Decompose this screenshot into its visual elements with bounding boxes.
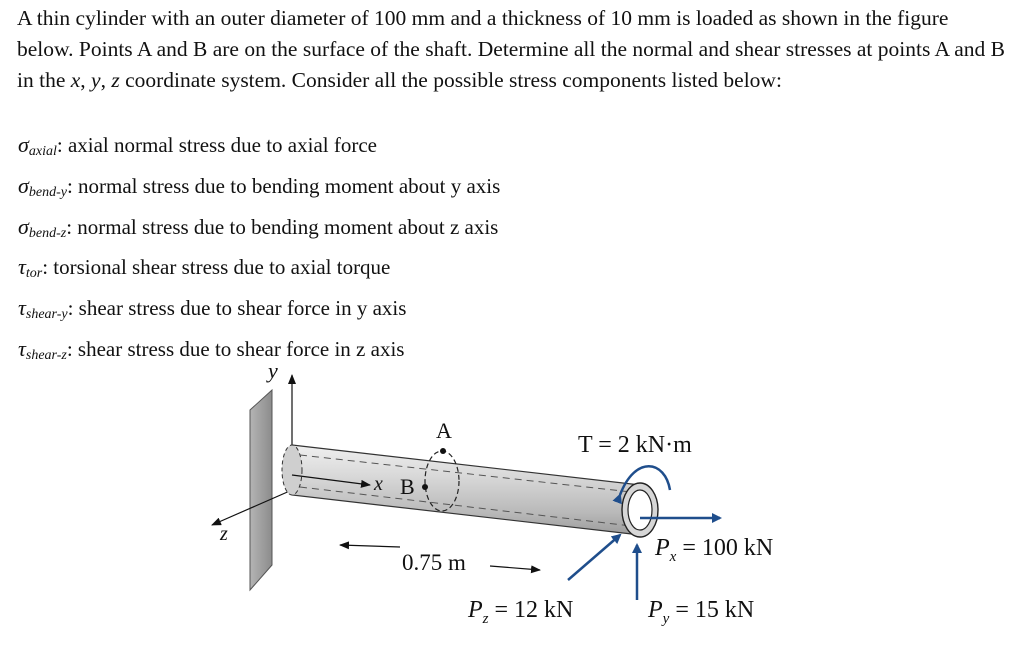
x-axis-label: x	[374, 473, 383, 495]
px-subscript: x	[669, 549, 677, 565]
cylinder-body	[292, 445, 640, 535]
pz-symbol: P	[468, 597, 483, 623]
shaft-diagram	[200, 340, 840, 645]
cylinder-end-inner	[628, 490, 652, 530]
stress-component-bend-y	[18, 169, 500, 210]
stress-subscript: shear-z	[25, 347, 67, 363]
py-value: = 15 kN	[669, 597, 755, 623]
y-axis-label: y	[268, 358, 278, 383]
stress-subscript: bend-y	[28, 184, 67, 200]
coord-y: y	[91, 68, 101, 92]
torque-label: T = 2 kN·m	[578, 432, 692, 458]
stress-symbol: τ	[18, 295, 26, 321]
stress-symbol: σ	[18, 213, 29, 239]
stress-symbol: σ	[18, 172, 29, 198]
point-b-marker	[422, 484, 428, 490]
py-label	[647, 597, 754, 627]
pz-label	[467, 597, 573, 627]
stress-component-bend-z	[18, 210, 500, 251]
px-label	[654, 535, 773, 565]
pz-subscript: z	[482, 611, 489, 627]
stress-component-axial	[18, 128, 500, 169]
stress-subscript: bend-z	[28, 225, 67, 241]
z-axis-label: z	[220, 523, 228, 545]
point-a-label: A	[436, 418, 452, 443]
problem-statement	[17, 3, 1007, 96]
pz-value: = 12 kN	[488, 597, 574, 623]
point-a-marker	[440, 448, 446, 454]
stress-component-list	[18, 128, 500, 373]
fixed-wall	[250, 390, 272, 590]
point-b-label: B	[400, 474, 415, 499]
pz-arrow	[568, 535, 620, 580]
coord-separator: ,	[80, 68, 92, 92]
py-subscript: y	[662, 611, 670, 627]
stress-subscript: tor	[25, 266, 43, 282]
stress-description: : axial normal stress due to axial force	[56, 133, 377, 157]
shaft-figure	[200, 340, 840, 645]
stress-description: : normal stress due to bending moment about y axis	[66, 173, 501, 198]
coord-x: x	[70, 68, 81, 92]
problem-text-part2: coordinate system. Consider all the possible stress components listed below:	[119, 68, 782, 92]
stress-component-tor	[18, 250, 500, 291]
stress-description: : shear stress due to shear force in y axis	[67, 296, 407, 321]
coord-separator: ,	[100, 68, 112, 92]
stress-symbol: τ	[18, 335, 26, 361]
dimension-label: 0.75 m	[402, 550, 466, 575]
stress-description: : shear stress due to shear force in z axis	[66, 336, 405, 361]
stress-description: : torsional shear stress due to axial torque	[42, 255, 391, 280]
dimension-arrow-right	[490, 566, 540, 570]
stress-symbol: σ	[18, 132, 29, 157]
cylinder-base	[282, 445, 302, 495]
px-symbol: P	[655, 535, 670, 561]
py-symbol: P	[648, 597, 663, 623]
stress-component-shear-y	[18, 291, 500, 332]
stress-symbol: τ	[18, 254, 26, 280]
px-value: = 100 kN	[676, 535, 774, 561]
stress-description: : normal stress due to bending moment about z axis	[66, 214, 499, 239]
dimension-arrow-left	[340, 545, 400, 547]
problem-text-part1: A thin cylinder with an outer diameter of 100 mm and a thickness of 10 mm is loaded as shown in the figure below. Points A and B are on the surface of the shaft. Determine all the normal and shear stresses at points A and B in the	[17, 6, 1005, 92]
stress-subscript: shear-y	[25, 307, 68, 323]
stress-subscript: axial	[28, 144, 57, 159]
coord-z: z	[111, 68, 120, 92]
